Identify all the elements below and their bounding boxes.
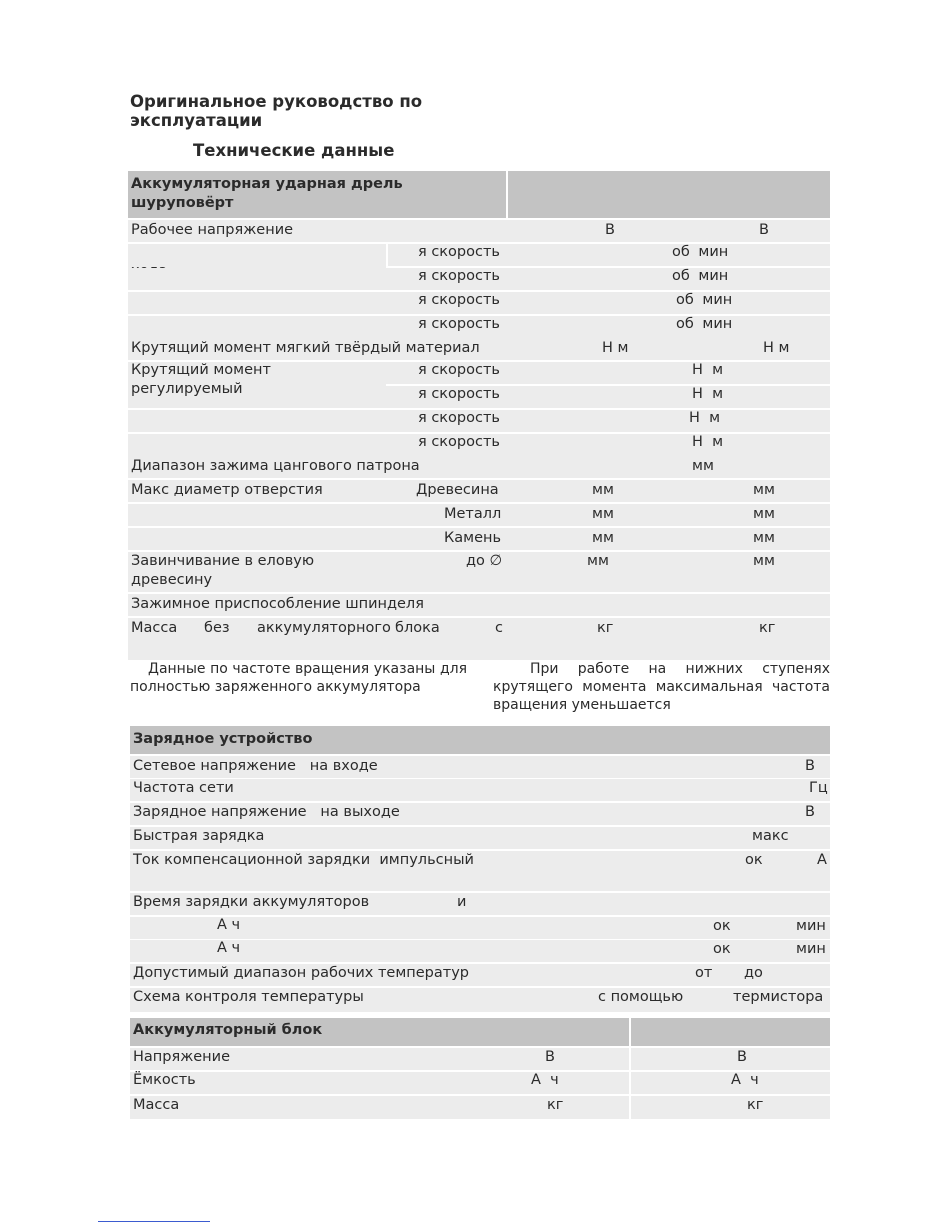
speed-label: я скорость — [418, 268, 500, 284]
material-label: Камень — [444, 530, 502, 546]
row-value-1: мм — [587, 553, 609, 569]
table-row — [130, 803, 830, 825]
table-row — [130, 940, 830, 962]
row-unit: В — [805, 804, 815, 820]
speed-label: я скорость — [418, 410, 500, 426]
row-approx: ок — [713, 918, 731, 934]
charger-table-header — [130, 726, 830, 754]
drill-table-header — [128, 171, 830, 218]
charger-header-label: Зарядное устройство — [133, 731, 313, 747]
row-label: регулируемый — [131, 381, 243, 397]
row-value-2: Н м — [763, 340, 790, 356]
row-range-from: от — [695, 965, 713, 981]
row-value-1: мм — [592, 530, 614, 546]
row-approx: ок — [713, 941, 731, 957]
table-row-group — [128, 480, 830, 550]
table-row — [130, 756, 830, 778]
unit-label: Н м — [692, 434, 724, 450]
unit-label: об мин — [672, 244, 729, 260]
row-method: с помощью — [598, 989, 684, 1005]
row-label: Допустимый диапазон рабочих температур — [133, 965, 470, 981]
row-label: Быстрая зарядка — [133, 828, 265, 844]
row-unit: мин — [796, 918, 826, 934]
row-value-2: мм — [753, 553, 775, 569]
material-label: Древесина — [416, 482, 499, 498]
row-value-1: мм — [692, 458, 714, 474]
table-row — [128, 220, 830, 242]
row-label: Схема контроля температуры — [133, 989, 364, 1005]
table-row — [128, 456, 830, 478]
row-unit: В — [805, 758, 815, 774]
row-label-word: блока — [395, 620, 440, 636]
row-value-1: В — [605, 222, 615, 238]
row-label: Зажимное приспособление шпинделя — [131, 596, 424, 612]
row-value-2: кг — [747, 1097, 764, 1113]
row-label: Ток компенсационной зарядки импульсный — [133, 852, 474, 868]
table-row-group — [128, 244, 830, 338]
row-value-1: Н м — [602, 340, 629, 356]
row-value-2: В — [759, 222, 769, 238]
speed-label: я скорость — [418, 386, 500, 402]
unit-label: Н м — [692, 362, 724, 378]
row-label: Крутящий момент мягкий твёрдый материал — [131, 340, 480, 356]
note-right: При работе на нижних ступенях крутящего момента максимальная частота вращения уменьшается — [493, 661, 830, 713]
unit-label: об мин — [676, 292, 733, 308]
document-title-line1: Оригинальное руководство по — [130, 92, 423, 111]
row-value-1: мм — [592, 506, 614, 522]
table-row — [128, 618, 830, 660]
material-label: Металл — [444, 506, 502, 522]
unit-label: об мин — [672, 268, 729, 284]
table-row — [130, 893, 830, 915]
battery-table-header — [130, 1018, 830, 1046]
row-value-1: А ч — [531, 1072, 559, 1088]
row-unit: макс — [752, 828, 789, 844]
row-label: Макс диаметр отверстия — [131, 482, 323, 498]
row-value-2: мм — [753, 530, 775, 546]
row-value-2: В — [737, 1049, 747, 1065]
column-divider — [506, 171, 508, 218]
speed-label: я скорость — [418, 316, 500, 332]
row-label-word: без — [204, 620, 230, 636]
row-label-word: аккумуляторного — [257, 620, 391, 636]
table-row — [128, 594, 830, 616]
row-label: Напряжение — [133, 1049, 231, 1065]
row-label: Крутящий момент — [131, 362, 271, 378]
row-label: Частота сети — [133, 780, 234, 796]
row-label: Время зарядки аккумуляторов — [133, 894, 370, 910]
table-row — [128, 552, 830, 592]
speed-label: я скорость — [418, 292, 500, 308]
table-row — [130, 1072, 830, 1094]
unit-label: Н м — [692, 386, 724, 402]
table-row — [130, 1048, 830, 1070]
table-row — [130, 827, 830, 849]
row-value-2: А ч — [731, 1072, 759, 1088]
row-conjunction: и — [457, 894, 467, 910]
row-value-2: кг — [759, 620, 776, 636]
drill-specs-table — [128, 171, 830, 660]
column-divider — [629, 1048, 631, 1119]
speed-label: я скорость — [418, 244, 500, 260]
table-row — [130, 1096, 830, 1119]
battery-header-label: Аккумуляторный блок — [133, 1022, 323, 1038]
table-row — [130, 988, 830, 1012]
row-label-word: с — [495, 620, 503, 636]
document-title-line2: эксплуатации — [130, 111, 263, 130]
speed-label: я скорость — [418, 362, 500, 378]
row-unit: мин — [796, 941, 826, 957]
row-value-1: кг — [547, 1097, 564, 1113]
table-row — [130, 917, 830, 939]
battery-specs-table — [130, 1018, 830, 1119]
table-row — [130, 851, 830, 891]
section-title: Технические данные — [193, 141, 395, 160]
row-prefix: до ∅ — [466, 553, 503, 569]
table-row-group — [128, 362, 830, 456]
charger-specs-table — [130, 726, 830, 1012]
unit-label: об мин — [676, 316, 733, 332]
drill-header-line1: Аккумуляторная ударная дрель — [131, 176, 403, 192]
row-unit: А — [817, 852, 827, 868]
unit-label: Н м — [689, 410, 721, 426]
note-left: Данные по частоте вращения указаны для полностью заряженного аккумулятора — [130, 661, 467, 695]
row-sensor: термистора — [733, 989, 824, 1005]
row-label: Завинчивание в еловую — [131, 553, 315, 569]
row-label: Сетевое напряжение на входе — [133, 758, 378, 774]
speed-label: я скорость — [418, 434, 500, 450]
row-unit: Гц — [809, 780, 828, 796]
row-label: Масса — [133, 1097, 180, 1113]
row-approx: ок — [745, 852, 763, 868]
table-row — [128, 338, 830, 360]
row-range-to: до — [744, 965, 763, 981]
row-label: Диапазон зажима цангового патрона — [131, 458, 420, 474]
row-value-2: мм — [753, 482, 775, 498]
table-row — [130, 964, 830, 986]
row-label: Ёмкость — [133, 1072, 196, 1088]
row-label: Рабочее напряжение — [131, 222, 294, 238]
row-label: древесину — [131, 572, 213, 588]
row-label-word: Масса — [131, 620, 178, 636]
row-label: А ч — [217, 940, 241, 956]
row-value-1: В — [545, 1049, 555, 1065]
drill-header-line2: шуруповёрт — [131, 195, 234, 211]
footnote-divider — [98, 1221, 210, 1222]
row-value-2: мм — [753, 506, 775, 522]
table-row — [130, 779, 830, 801]
row-value-1: мм — [592, 482, 614, 498]
row-value-1: кг — [597, 620, 614, 636]
row-label: Зарядное напряжение на выходе — [133, 804, 400, 820]
document-title — [130, 92, 422, 130]
row-label: А ч — [217, 917, 241, 933]
